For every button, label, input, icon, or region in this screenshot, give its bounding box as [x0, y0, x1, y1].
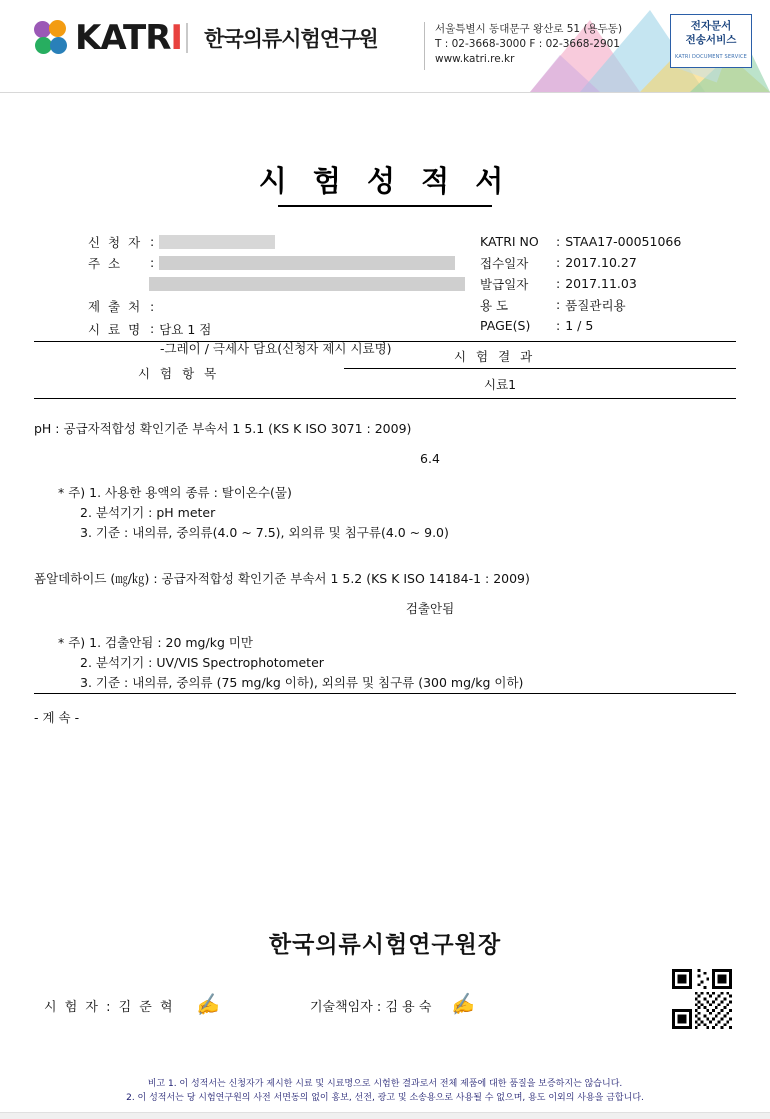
katri-logo [34, 18, 378, 58]
test-block-ph [34, 419, 736, 543]
meta-value-received-date: 2017.10.27 [565, 255, 637, 270]
test-notes-ph [58, 483, 736, 543]
meta-label-purpose: 용 도 [480, 297, 509, 313]
test-block-formaldehyde [34, 569, 736, 693]
meta-colon: : [556, 297, 561, 312]
title-underline [278, 205, 492, 207]
page-title: 시 험 성 적 서 [258, 164, 512, 198]
results-table-header [34, 342, 736, 398]
note-line: 3. 기준 : 내의류, 중의류(4.0 ~ 7.5), 외의류 및 침구류(4.0 ~ 9.0) [80, 525, 449, 540]
meta-value-issued-date: 2017.11.03 [565, 276, 637, 291]
tester-label: 시 험 자 : [44, 1000, 119, 1015]
footnote-line-2: 2. 이 성적서는 당 시험연구원의 사전 서면동의 없이 홍보, 선전, 광고 및 소송용으로 사용될 수 없으며, 용도 이외의 사용을 금합니다. [126, 1093, 644, 1103]
meta-row-issued-date [480, 273, 730, 294]
test-value-ph: 6.4 [420, 451, 440, 466]
manager-name: 김 용 숙 [385, 1000, 432, 1015]
footnotes [0, 1077, 770, 1105]
company-address [424, 22, 622, 70]
meta-colon: : [556, 255, 561, 270]
logo-divider [186, 23, 188, 53]
meta-colon: : [556, 276, 561, 291]
meta-value-purpose: 품질관리용 [565, 297, 626, 313]
test-notes-formaldehyde [58, 633, 736, 693]
column-header-test-item: 시 험 항 목 [138, 366, 220, 381]
note-line: * 주) 1. 사용한 용액의 종류 : 탈이온수(물) [58, 485, 292, 500]
results-body [34, 399, 736, 693]
edoc-line-1: 전자문서 [690, 20, 732, 32]
footnote-line-1: 비고 1. 이 성적서는 신청자가 제시한 시료 및 시료명으로 시험한 결과로서 전체 제품에 대한 품질을 보증하지는 않습니다. [147, 1079, 623, 1089]
tester-signature-block [44, 991, 223, 1019]
meta-row-pages [480, 315, 730, 336]
manager-label: 기술책임자 : [310, 1000, 386, 1015]
manager-signature-block [310, 991, 476, 1019]
meta-value-pages: 1 / 5 [565, 318, 594, 333]
redacted-address-1 [159, 256, 455, 270]
document-meta [0, 231, 770, 356]
meta-row-purpose [480, 294, 730, 315]
address-line-3: www.katri.re.kr [435, 53, 515, 65]
test-name-formaldehyde: 폼알데하이드 (㎎/㎏) : 공급자적합성 확인기준 부속서 1 5.2 (KS K ISO 14184-1 : 2009) [34, 571, 530, 586]
note-line: * 주) 1. 검출안됨 : 20 mg/kg 미만 [58, 635, 254, 650]
test-value-formaldehyde: 검출안됨 [405, 601, 455, 616]
meta-label-received-date: 접수일자 [480, 255, 529, 271]
meta-value-sample: 담요 1 점 [159, 321, 212, 337]
qr-code [672, 969, 732, 1029]
logo-text-katr: KATR [75, 18, 171, 58]
meta-row-applicant [88, 231, 488, 252]
note-line: 2. 분석기기 : pH meter [80, 505, 216, 520]
meta-label-submitter: 제 출 처 [88, 299, 143, 314]
redacted-address-2 [149, 277, 465, 291]
redacted-applicant [159, 235, 275, 249]
logo-wordmark [75, 18, 182, 58]
continued-marker: - 계 속 - [34, 710, 80, 725]
meta-row-address-cont [88, 273, 488, 294]
meta-label-issued-date: 발급일자 [480, 276, 529, 292]
note-line: 2. 분석기기 : UV/VIS Spectrophotometer [80, 655, 324, 670]
meta-label-applicant: 신 청 자 [88, 234, 143, 250]
block-spacer [34, 543, 736, 565]
meta-row-address [88, 252, 488, 273]
meta-colon: : [150, 298, 155, 314]
address-line-1: 서울특별시 동대문구 왕산로 51 (용두동) [435, 23, 623, 35]
logo-text-i: I [170, 18, 183, 58]
meta-left-column [88, 231, 488, 357]
column-header-test-result: 시 험 결 과 [454, 349, 536, 364]
meta-value-katri-no: STAA17-00051066 [565, 234, 682, 249]
meta-label-pages: PAGE(S) [480, 318, 531, 333]
manager-signature-mark: ✍ [447, 991, 476, 1019]
meta-label-katri-no: KATRI NO [480, 234, 539, 249]
meta-sample-subline: -그레이 / 극세사 담요(신청자 제시 시료명) [160, 341, 392, 356]
meta-row-katri-no [480, 231, 730, 252]
signature-row [0, 983, 770, 1043]
issuing-organization-title: 한국의류시험연구원장 [268, 932, 502, 958]
meta-label-sample: 시 료 명 [88, 321, 143, 337]
meta-colon: : [556, 234, 561, 249]
meta-colon: : [556, 318, 561, 333]
meta-label-address: 주 소 [88, 255, 123, 271]
test-name-ph: pH : 공급자적합성 확인기준 부속서 1 5.1 (KS K ISO 3071 : 2009) [34, 421, 412, 436]
tester-name: 김 준 혁 [118, 1000, 175, 1015]
tester-signature-mark: ✍ [192, 991, 223, 1019]
katri-logo-icon [34, 20, 70, 56]
meta-colon: : [150, 255, 155, 270]
edoc-service-badge [670, 14, 752, 68]
document-header [0, 0, 770, 93]
meta-row-sample [88, 318, 488, 339]
edoc-line-2: 전송서비스 [685, 34, 737, 46]
column-header-sample: 시료1 [484, 377, 517, 392]
note-line: 3. 기준 : 내의류, 중의류 (75 mg/kg 이하), 외의류 및 침구류 (300 mg/kg 이하) [80, 675, 524, 690]
meta-row-submitter [88, 294, 488, 318]
meta-row-received-date [480, 252, 730, 273]
meta-right-column [480, 231, 730, 336]
edoc-subtitle: KATRI DOCUMENT SERVICE [674, 54, 748, 60]
result-header-rule [344, 368, 736, 369]
meta-colon: : [150, 234, 155, 249]
meta-colon: : [150, 321, 155, 336]
page-bottom-bar [0, 1112, 770, 1119]
address-line-2: T : 02-3668-3000 F : 02-3668-2901 [435, 38, 620, 50]
logo-korean-name: 한국의류시험연구원 [204, 27, 378, 51]
